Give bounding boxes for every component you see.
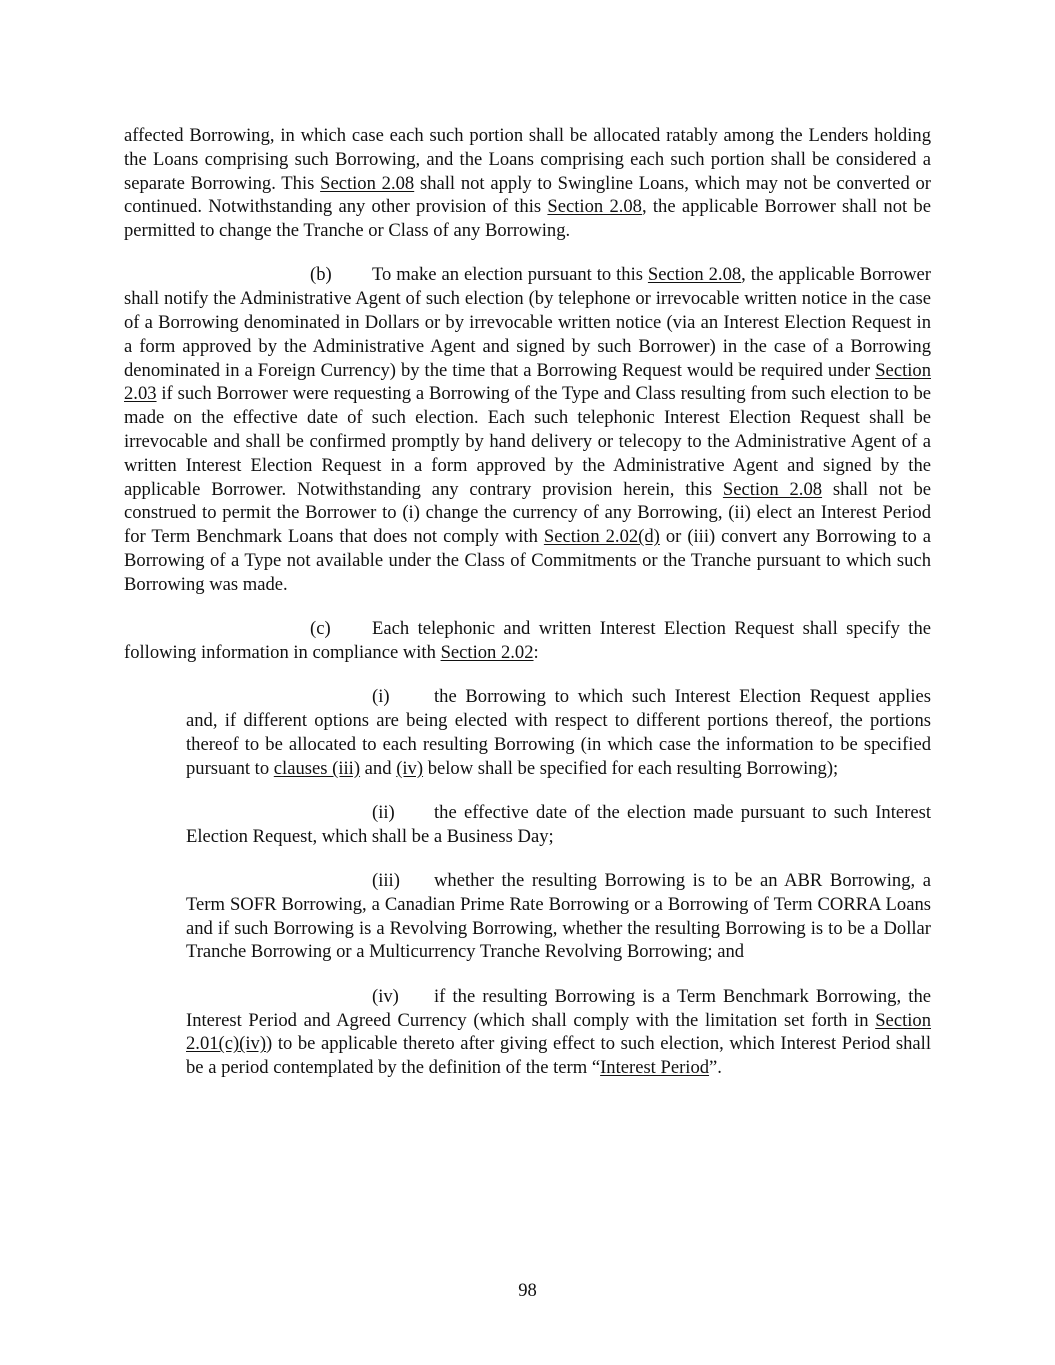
clause-i: (i) the Borrowing to which such Interest Election Request applies and, if different options are being elected with respect to different portions thereof, the portions thereof to be allocated to each resulting Borrowing (in which case the information to be specified pursuant to clauses (iii) and (iv) below shall be specified for each resulting Borrowing);: [186, 686, 931, 779]
page-number: 98: [518, 1280, 537, 1301]
clause-iii: (iii) whether the resulting Borrowing is to be an ABR Borrowing, a Term SOFR Borrowing, a Canadian Prime Rate Borrowing or a Borrowing of Term CORRA Loans and if such Borrowing is a Revolving Borrowing, whether the resulting Borrowing is to be a Dollar Tranche Borrowing or a Multicurrency Tranche Revolving Borrowing; and: [186, 870, 931, 963]
section-ref: Section 2.08: [722, 478, 823, 500]
section-ref: Section 2.08: [647, 264, 742, 286]
clause-label: (ii): [372, 801, 395, 823]
section-ref: Section 2.01(c)(iv): [186, 1009, 931, 1055]
section-ref: Section 2.03: [124, 359, 931, 405]
document-body: [124, 124, 931, 1100]
paragraph-label: (c): [310, 618, 331, 640]
paragraph-b: (b) To make an election pursuant to this Section 2.08, the applicable Borrower shall notify the Administrative Agent of such election (by telephone or irrevocable written notice in the case of a Borrowing denominated in Dollars or by irrevocable written notice (via an Interest Election Request in a form approved by the Administrative Agent and signed by such Borrower) in the case of a Borrowing denominated in a Foreign Currency) by the time that a Borrowing Request would be required under Section 2.03 if such Borrower were requesting a Borrowing of the Type and Class resulting from such election to be made on the effective date of such election. Each such telephonic Interest Election Request shall be irrevocable and shall be confirmed promptly by hand delivery or telecopy to the Administrative Agent of a written Interest Election Request in a form approved by the Administrative Agent and signed by the applicable Borrower. Notwithstanding any contrary provision herein, this Section 2.08 shall not be construed to permit the Borrower to (i) change the currency of any Borrowing, (ii) elect an Interest Period for Term Benchmark Loans that does not comply with Section 2.02(d) or (iii) convert any Borrowing to a Borrowing of a Type not available under the Class of Commitments or the Tranche pursuant to which such Borrowing was made.: [124, 264, 932, 595]
paragraph-label: (b): [310, 264, 332, 286]
paragraph-c: (c) Each telephonic and written Interest Election Request shall specify the following information in compliance with Section 2.02:: [124, 618, 931, 663]
clause-ref: clauses (iii): [273, 757, 361, 779]
clause-ref: (iv): [396, 757, 424, 779]
clause-label: (i): [372, 686, 390, 708]
section-ref: Section 2.02: [440, 641, 534, 663]
clause-label: (iii): [372, 870, 400, 892]
clause-iv: (iv) if the resulting Borrowing is a Term Benchmark Borrowing, the Interest Period and Agreed Currency (which shall comply with the limitation set forth in Section 2.01(c)(iv)) to be applicable thereto after giving effect to such election, which Interest Period shall be a period contemplated by the definition of the term “Interest Period”.: [186, 985, 931, 1079]
section-ref: Section 2.02(d): [543, 526, 660, 548]
defined-term-ref: Interest Period: [600, 1057, 710, 1079]
paragraph-a-continuation: affected Borrowing, in which case each such portion shall be allocated ratably among the Lenders holding the Loans comprising such Borrowing, and the Loans comprising each such portion shall be considered a separate Borrowing. This Section 2.08 shall not apply to Swingline Loans, which may not be converted or continued. Notwithstanding any other provision of this Section 2.08, the applicable Borrower shall not be permitted to change the Tranche or Class of any Borrowing.: [124, 125, 931, 242]
clause-label: (iv): [372, 985, 399, 1007]
section-ref: Section 2.08: [320, 172, 415, 194]
clause-ii: (ii) the effective date of the election made pursuant to such Interest Election Request, which shall be a Business Day;: [186, 801, 931, 847]
section-ref: Section 2.08: [547, 196, 642, 218]
